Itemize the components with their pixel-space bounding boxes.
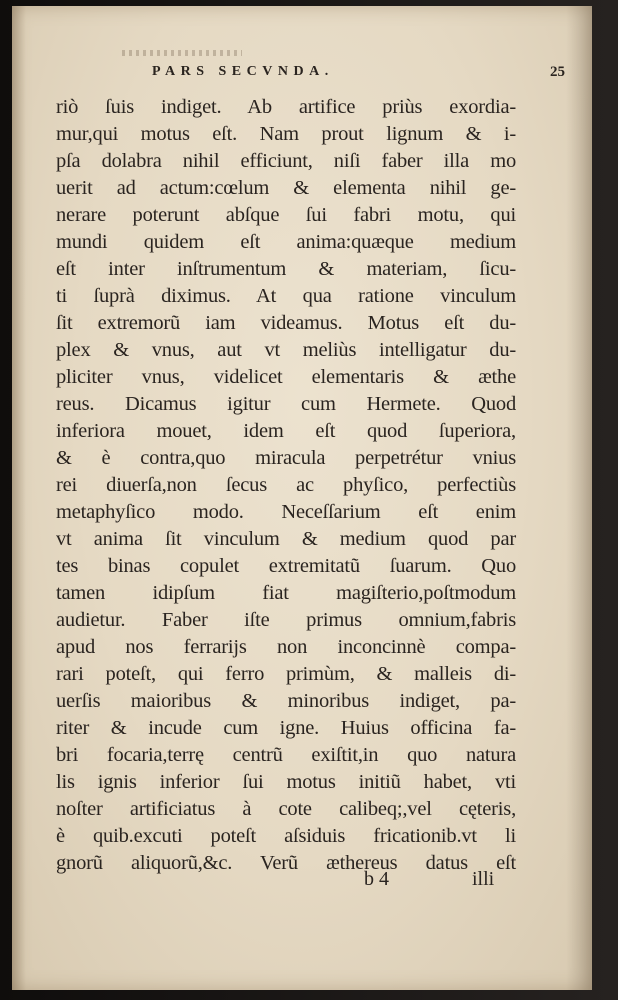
text-line: nerare poterunt abſque ſui fabri motu, qui	[56, 204, 516, 226]
text-line: gnorũ aliquorũ,&c. Verũ æthereus datus eſt	[56, 852, 516, 874]
text-line: noſter artificiatus à cote calibeq;,vel cęteris,	[56, 798, 516, 820]
text-line: plex & vnus, aut vt meliùs intelligatur du-	[56, 339, 516, 361]
text-line: & è contra,quo miracula perpetrétur vnius	[56, 447, 516, 469]
catchword: illi	[472, 868, 495, 890]
text-line: reus. Dicamus igitur cum Hermete. Quod	[56, 393, 516, 415]
signature-mark: b 4	[364, 868, 389, 890]
text-line: pſa dolabra nihil efficiunt, niſi faber illa mo	[56, 150, 516, 172]
text-line: rari poteſt, qui ferro primùm, & malleis di-	[56, 663, 516, 685]
text-line: audietur. Faber iſte primus omnium,fabris	[56, 609, 516, 631]
text-line: mundi quidem eſt anima:quæque medium	[56, 231, 516, 253]
text-line: ſit extremorũ iam videamus. Motus eſt du-	[56, 312, 516, 334]
body-text-block	[56, 94, 516, 877]
text-line: riter & incude cum igne. Huius officina fa-	[56, 717, 516, 739]
text-line: rei diuerſa,non ſecus ac phyſico, perfectiùs	[56, 474, 516, 496]
text-line: uerit ad actum:cœlum & elementa nihil ge-	[56, 177, 516, 199]
header-ornament-remnant	[122, 50, 242, 56]
text-line: riò ſuis indiget. Ab artifice priùs exordia-	[56, 96, 516, 118]
page-edge-shadow	[12, 6, 26, 990]
text-line: tes binas copulet extremitatũ ſuarum. Quo	[56, 555, 516, 577]
text-line: è quib.excuti poteſt aſsiduis fricationib.vt li	[56, 825, 516, 847]
text-line: tamen idipſum fiat magiſterio,poſtmodum	[56, 582, 516, 604]
text-line: vt anima ſit vinculum & medium quod par	[56, 528, 516, 550]
text-line: apud nos ferrarijs non inconcinnè compa-	[56, 636, 516, 658]
running-title: PARS SECVNDA.	[152, 64, 334, 79]
text-line: ti ſuprà diximus. At qua ratione vinculum	[56, 285, 516, 307]
text-line: uerſis maioribus & minoribus indiget, pa-	[56, 690, 516, 712]
book-page	[12, 6, 592, 990]
text-line: inferiora mouet, idem eſt quod ſuperiora,	[56, 420, 516, 442]
text-line: lis ignis inferior ſui motus initiũ habet, vti	[56, 771, 516, 793]
text-line: metaphyſico modo. Neceſſarium eſt enim	[56, 501, 516, 523]
gutter-shadow	[566, 6, 592, 990]
text-line: pliciter vnus, videlicet elementaris & æthe	[56, 366, 516, 388]
text-line: mur,qui motus eſt. Nam prout lignum & i-	[56, 123, 516, 145]
page-number: 25	[550, 64, 565, 80]
text-line: bri focaria,terrę centrũ exiſtit,in quo natura	[56, 744, 516, 766]
text-line: eſt inter inſtrumentum & materiam, ſicu-	[56, 258, 516, 280]
